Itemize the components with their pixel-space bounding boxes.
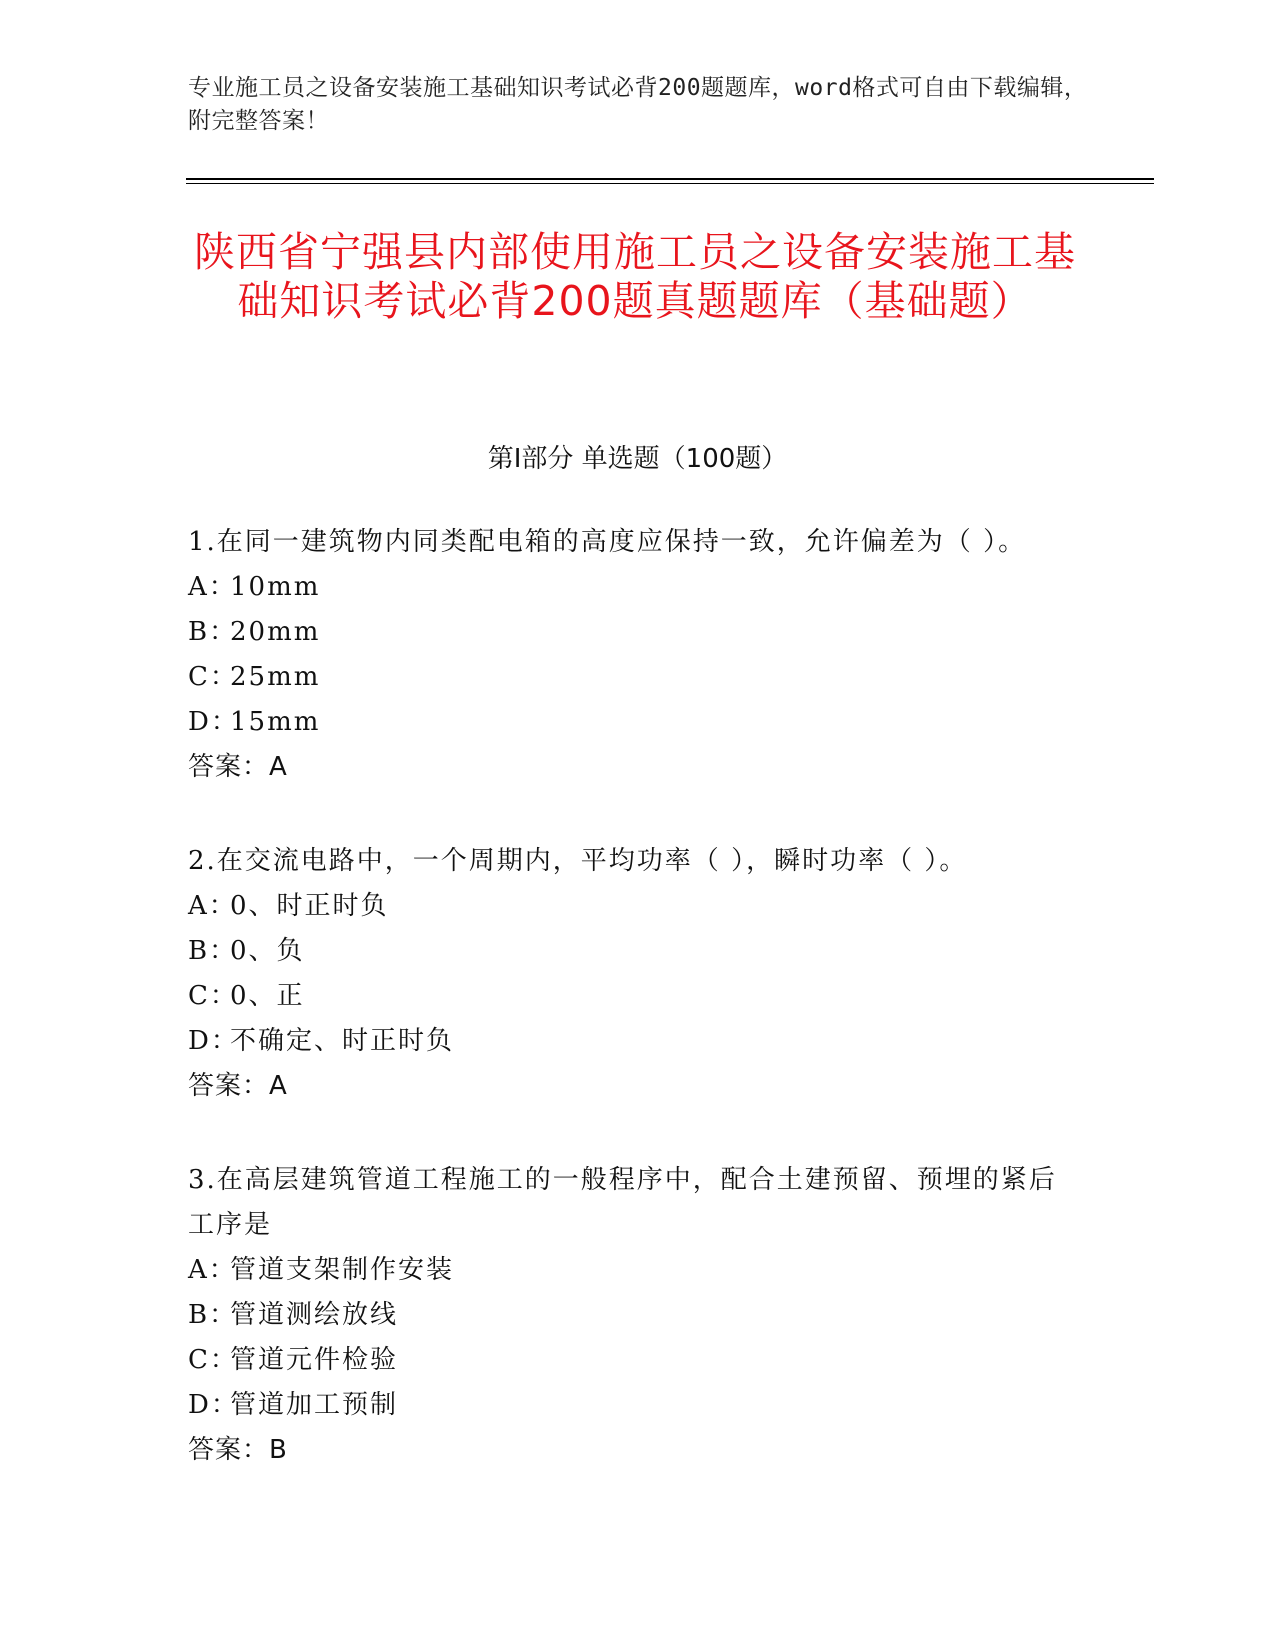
- option-a: [188, 1248, 1068, 1293]
- option-text: 15mm: [230, 707, 321, 737]
- option-c: [188, 1338, 1068, 1383]
- question-stem: 1.在同一建筑物内同类配电箱的高度应保持一致，允许偏差为（ ）。: [188, 527, 1027, 557]
- option-key: C：: [188, 662, 238, 692]
- option-c: [188, 974, 1068, 1019]
- option-a: [188, 884, 1068, 929]
- question-2: [188, 839, 1068, 1109]
- option-key: C：: [188, 981, 238, 1011]
- option-key: D：: [188, 707, 239, 737]
- document-title: 陕西省宁强县内部使用施工员之设备安装施工基础知识考试必背200题真题题库（基础题）: [194, 228, 1076, 325]
- option-key: D：: [188, 1026, 239, 1056]
- option-text: 10mm: [230, 572, 321, 602]
- answer-value: A: [269, 752, 288, 782]
- option-text: 20mm: [230, 617, 321, 647]
- option-text: 0、时正时负: [230, 891, 389, 921]
- header-divider-thin: [186, 183, 1154, 184]
- option-b: [188, 1293, 1068, 1338]
- option-a: [188, 565, 1068, 610]
- option-d: [188, 1019, 1068, 1064]
- question-list: [188, 520, 1068, 1522]
- answer-prefix: 答案：: [188, 752, 270, 782]
- answer-prefix: 答案：: [188, 1071, 270, 1101]
- question-stem: 2.在交流电路中，一个周期内，平均功率（ ），瞬时功率（ ）。: [188, 846, 968, 876]
- answer-prefix: 答案：: [188, 1435, 270, 1465]
- option-key: D：: [188, 1390, 239, 1420]
- answer-line: [188, 1428, 1068, 1473]
- question-stem: 3.在高层建筑管道工程施工的一般程序中，配合土建预留、预埋的紧后工序是: [188, 1165, 1057, 1240]
- header-divider-thick: [186, 178, 1154, 180]
- option-key: B：: [188, 617, 238, 647]
- option-key: C：: [188, 1345, 238, 1375]
- option-text: 管道支架制作安装: [230, 1255, 455, 1285]
- option-key: B：: [188, 1300, 238, 1330]
- question-1: [188, 520, 1068, 790]
- option-text: 0、正: [230, 981, 305, 1011]
- option-key: A：: [188, 1255, 237, 1285]
- section-title: 第Ⅰ部分 单选题（100题）: [487, 444, 788, 474]
- answer-value: B: [269, 1435, 288, 1465]
- option-text: 0、负: [230, 936, 305, 966]
- option-text: 管道元件检验: [230, 1345, 399, 1375]
- option-b: [188, 610, 1068, 655]
- option-key: A：: [188, 572, 237, 602]
- option-text: 不确定、时正时负: [230, 1026, 455, 1056]
- option-c: [188, 655, 1068, 700]
- answer-line: [188, 1064, 1068, 1109]
- option-text: 25mm: [230, 662, 321, 692]
- question-3: [188, 1158, 1068, 1473]
- option-text: 管道测绘放线: [230, 1300, 399, 1330]
- option-text: 管道加工预制: [230, 1390, 399, 1420]
- option-b: [188, 929, 1068, 974]
- option-d: [188, 700, 1068, 745]
- option-d: [188, 1383, 1068, 1428]
- option-key: B：: [188, 936, 238, 966]
- answer-line: [188, 745, 1068, 790]
- answer-value: A: [269, 1071, 288, 1101]
- header-note: 专业施工员之设备安装施工基础知识考试必背200题题库，word格式可自由下载编辑，附完整答案！: [188, 75, 1088, 134]
- option-key: A：: [188, 891, 237, 921]
